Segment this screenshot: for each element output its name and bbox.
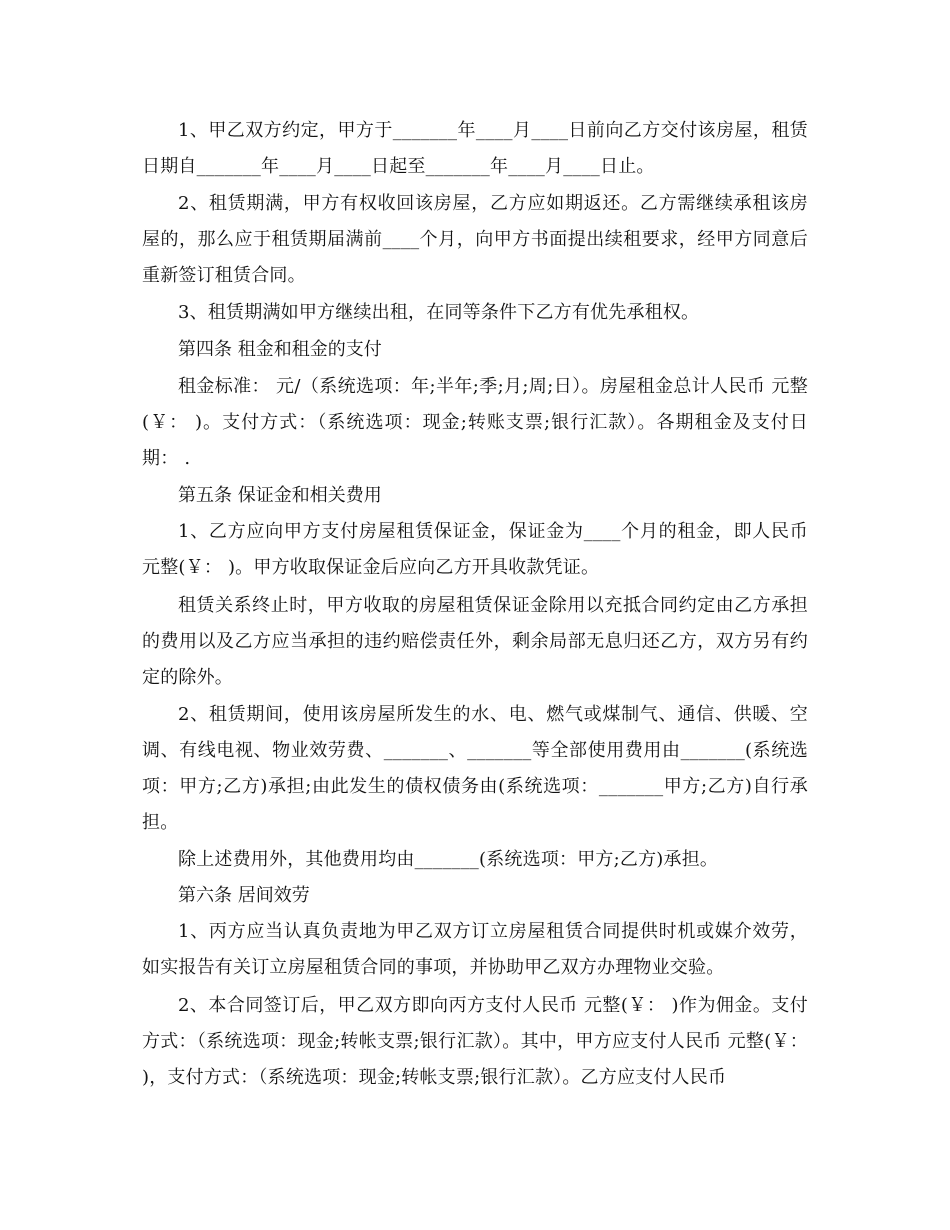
paragraph-commission: 2、本合同签订后，甲乙双方即向丙方支付人民币 元整(￥： )作为佣金。支付方式：（系统选项：现金;转帐支票;银行汇款）。其中，甲方应支付人民币 元整(￥： )，支付方式：（系统选项：现金;转帐支票;银行汇款）。乙方应支付人民币 [142, 995, 814, 1088]
paragraph-usage-fees: 2、租赁期间，使用该房屋所发生的水、电、燃气或煤制气、通信、供暖、空调、有线电视、物业效劳费、_______、_______等全部使用费用由_______(系统选项：甲方;乙方)承担;由此发生的债权债务由(系统选项：_______甲方;乙方)自行承担。 [142, 704, 808, 833]
paragraph-rent-standard: 租金标准： 元/（系统选项：年;半年;季;月;周;日）。房屋租金总计人民币 元整(￥： )。支付方式：（系统选项：现金;转账支票;银行汇款）。各期租金及支付日期： . [142, 376, 808, 469]
heading-article-4: 第四条 租金和租金的支付 [178, 339, 382, 360]
paragraph-delivery-and-term: 1、甲乙双方约定，甲方于_______年____月____日前向乙方交付该房屋，租赁日期自_______年____月____日起至_______年____月____日止。 [142, 120, 808, 177]
paragraph-priority-right: 3、租赁期满如甲方继续出租，在同等条件下乙方有优先承租权。 [178, 302, 700, 323]
heading-article-5: 第五条 保证金和相关费用 [178, 485, 382, 506]
paragraph-deposit-return: 租赁关系终止时，甲方收取的房屋租赁保证金除用以充抵合同约定由乙方承担的费用以及乙方应当承担的违约赔偿责任外，剩余局部无息归还乙方，双方另有约定的除外。 [142, 595, 808, 688]
paragraph-other-fees: 除上述费用外，其他费用均由_______(系统选项：甲方;乙方)承担。 [178, 849, 719, 870]
paragraph-deposit: 1、乙方应向甲方支付房屋租赁保证金，保证金为____个月的租金，即人民币 元整(￥： )。甲方收取保证金后应向乙方开具收款凭证。 [142, 521, 814, 578]
heading-article-6: 第六条 居间效劳 [178, 885, 310, 906]
paragraph-lease-renewal: 2、租赁期满，甲方有权收回该房屋，乙方应如期返还。乙方需继续承租该房屋的，那么应于租赁期届满前____个月，向甲方书面提出续租要求，经甲方同意后重新签订租赁合同。 [142, 193, 808, 286]
paragraph-intermediary-duty: 1、丙方应当认真负责地为甲乙双方订立房屋租赁合同提供时机或媒介效劳，如实报告有关订立房屋租赁合同的事项，并协助甲乙双方办理物业交验。 [142, 921, 808, 978]
